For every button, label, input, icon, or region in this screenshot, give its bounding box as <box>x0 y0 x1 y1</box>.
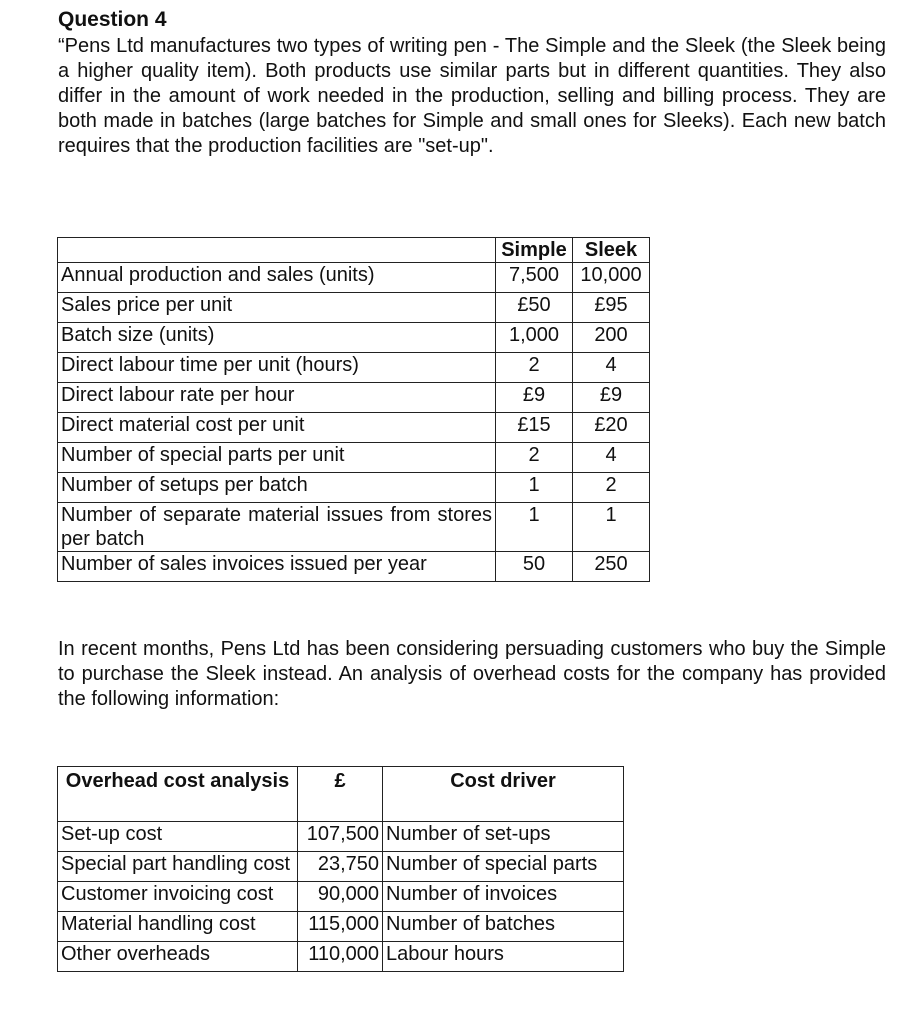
table-row <box>58 263 650 293</box>
cost-driver: Number of set-ups <box>383 822 624 852</box>
sleek-value: £9 <box>573 383 650 413</box>
product-table-header <box>58 238 650 263</box>
simple-value: 2 <box>496 353 573 383</box>
simple-value: £9 <box>496 383 573 413</box>
product-data-table <box>57 237 650 582</box>
intro-paragraph: “Pens Ltd manufactures two types of writing pen - The Simple and the Sleek (the Sleek being a higher quality item). Both products use similar parts but in different quantities. They also differ in the amount of work needed in the production, selling and billing process. They are both made in batches (large batches for Simple and small ones for Sleeks). Each new batch requires that the production facilities are "set-up". <box>58 35 886 157</box>
simple-value: £15 <box>496 413 573 443</box>
overhead-amount: 23,750 <box>298 852 383 882</box>
overhead-cost-table <box>57 766 624 972</box>
overhead-amount: 107,500 <box>298 822 383 852</box>
row-label: Number of sales invoices issued per year <box>58 552 496 582</box>
cost-driver: Number of batches <box>383 912 624 942</box>
overhead-item: Special part handling cost <box>58 852 298 882</box>
row-label: Number of special parts per unit <box>58 443 496 473</box>
row-label: Direct material cost per unit <box>58 413 496 443</box>
row-label: Sales price per unit <box>58 293 496 323</box>
table-row <box>58 852 624 882</box>
overhead-item: Set-up cost <box>58 822 298 852</box>
table-row <box>58 822 624 852</box>
overhead-item: Customer invoicing cost <box>58 882 298 912</box>
overhead-table-header <box>58 767 624 822</box>
sleek-value: 1 <box>573 503 650 552</box>
sleek-value: 10,000 <box>573 263 650 293</box>
sleek-value: £20 <box>573 413 650 443</box>
table-row <box>58 323 650 353</box>
cost-driver: Labour hours <box>383 942 624 972</box>
second-paragraph: In recent months, Pens Ltd has been considering persuading customers who buy the Simple to purchase the Sleek instead. An analysis of overhead costs for the company has provided the following information: <box>58 638 886 710</box>
header-amount: £ <box>298 767 383 822</box>
row-label: Direct labour time per unit (hours) <box>58 353 496 383</box>
overhead-item: Material handling cost <box>58 912 298 942</box>
simple-value: £50 <box>496 293 573 323</box>
overhead-amount: 110,000 <box>298 942 383 972</box>
simple-value: 50 <box>496 552 573 582</box>
simple-value: 1 <box>496 473 573 503</box>
row-label: Annual production and sales (units) <box>58 263 496 293</box>
row-label: Batch size (units) <box>58 323 496 353</box>
sleek-value: 2 <box>573 473 650 503</box>
header-blank-cell <box>58 238 496 263</box>
table-row <box>58 413 650 443</box>
overhead-amount: 90,000 <box>298 882 383 912</box>
table-row <box>58 353 650 383</box>
header-cost-driver: Cost driver <box>383 767 624 822</box>
row-label: Number of separate material issues from stores per batch <box>58 503 496 552</box>
cost-driver: Number of invoices <box>383 882 624 912</box>
table-row <box>58 912 624 942</box>
simple-value: 1,000 <box>496 323 573 353</box>
column-header-sleek: Sleek <box>573 238 650 263</box>
table-row <box>58 942 624 972</box>
table-row <box>58 503 650 552</box>
cost-driver: Number of special parts <box>383 852 624 882</box>
simple-value: 2 <box>496 443 573 473</box>
simple-value: 7,500 <box>496 263 573 293</box>
table-row <box>58 473 650 503</box>
table-row <box>58 383 650 413</box>
table-row <box>58 293 650 323</box>
column-header-simple: Simple <box>496 238 573 263</box>
question-title: Question 4 <box>58 8 167 31</box>
row-label: Number of setups per batch <box>58 473 496 503</box>
table-row <box>58 882 624 912</box>
header-overhead-cost-analysis: Overhead cost analysis <box>58 767 298 822</box>
table-row <box>58 552 650 582</box>
row-label: Direct labour rate per hour <box>58 383 496 413</box>
sleek-value: 250 <box>573 552 650 582</box>
sleek-value: 4 <box>573 443 650 473</box>
simple-value: 1 <box>496 503 573 552</box>
table-row <box>58 443 650 473</box>
overhead-amount: 115,000 <box>298 912 383 942</box>
sleek-value: £95 <box>573 293 650 323</box>
sleek-value: 200 <box>573 323 650 353</box>
overhead-item: Other overheads <box>58 942 298 972</box>
sleek-value: 4 <box>573 353 650 383</box>
